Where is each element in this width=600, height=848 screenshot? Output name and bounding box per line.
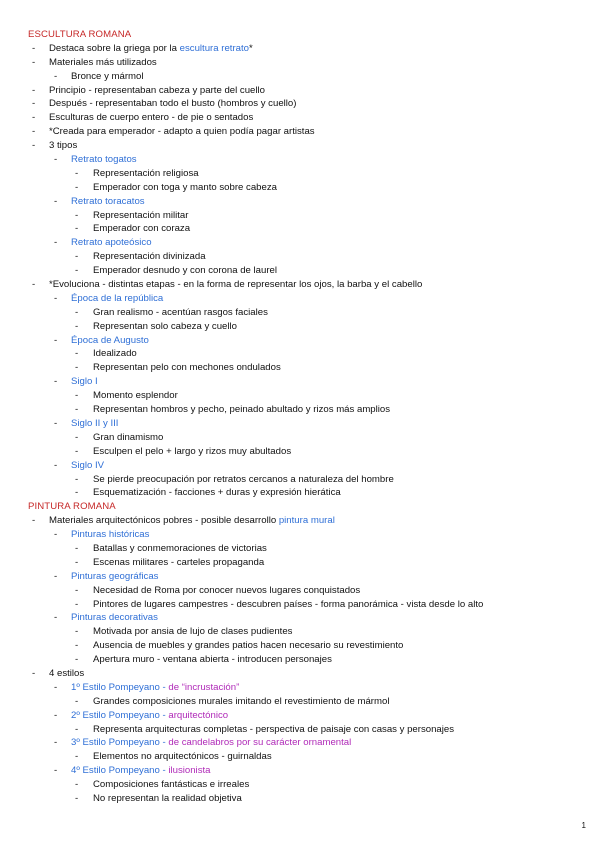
- list-item-level-2: [0, 320, 600, 334]
- bullet-dash: -: [32, 140, 36, 152]
- bullet-dash: -: [54, 334, 58, 346]
- list-item-text: [93, 778, 249, 792]
- list-item-level-0: [0, 84, 600, 98]
- text-run: Representan pelo con mechones ondulados: [93, 362, 281, 374]
- list-item-text: [93, 542, 267, 556]
- highlighted-term: Pinturas decorativas: [71, 612, 158, 624]
- bullet-dash: -: [75, 473, 79, 485]
- list-item-text: [71, 195, 145, 209]
- list-item-level-2: [0, 181, 600, 195]
- list-item-text: [93, 306, 268, 320]
- list-item-level-2: [0, 361, 600, 375]
- list-item-text: [93, 584, 360, 598]
- list-item-text: [49, 278, 422, 292]
- bullet-dash: -: [75, 723, 79, 735]
- bullet-dash: -: [75, 390, 79, 402]
- bullet-dash: -: [54, 154, 58, 166]
- text-run: 3 tipos: [49, 140, 78, 152]
- list-item-text: [93, 389, 178, 403]
- list-item-level-2: [0, 653, 600, 667]
- highlighted-term: 2º Estilo Pompeyano -: [71, 709, 169, 721]
- bullet-dash: -: [32, 42, 36, 54]
- list-item-text: [93, 209, 188, 223]
- list-item-text: [49, 667, 84, 681]
- text-run: Batallas y conmemoraciones de victorias: [93, 542, 267, 554]
- list-item-level-2: [0, 625, 600, 639]
- highlighted-term: Siglo IV: [71, 459, 105, 471]
- highlighted-term: 4º Estilo Pompeyano -: [71, 765, 169, 777]
- list-item-level-2: [0, 598, 600, 612]
- list-item-level-0: [0, 97, 600, 111]
- list-item-text: [71, 681, 239, 695]
- text-run: Idealizado: [93, 348, 137, 360]
- list-item-text: [71, 292, 163, 306]
- list-item-text: [93, 347, 137, 361]
- page-number: 1: [581, 821, 586, 830]
- highlighted-term: Siglo I: [71, 376, 98, 388]
- text-run: Representación militar: [93, 209, 189, 221]
- list-item-text: [93, 264, 277, 278]
- list-item-level-2: [0, 542, 600, 556]
- highlighted-term: Pinturas geográficas: [71, 570, 159, 582]
- text-run: Representación religiosa: [93, 167, 199, 179]
- list-item-level-2: [0, 431, 600, 445]
- list-item-text: [93, 181, 277, 195]
- highlighted-term: Retrato apoteósico: [71, 237, 152, 249]
- list-item-level-1: [0, 736, 600, 750]
- bullet-dash: -: [75, 626, 79, 638]
- list-item-text: [71, 334, 149, 348]
- text-run: Se pierde preocupación por retratos cercanos a naturaleza del hombre: [93, 473, 394, 485]
- list-item-level-1: [0, 764, 600, 778]
- list-item-level-0: [0, 667, 600, 681]
- bullet-dash: -: [54, 529, 58, 541]
- list-item-text: [49, 111, 253, 125]
- bullet-dash: -: [75, 251, 79, 263]
- text-run: Después - representaban todo el busto (hombros y cuello): [49, 98, 297, 110]
- highlighted-term: Retrato togatos: [71, 154, 137, 166]
- bullet-dash: -: [32, 279, 36, 291]
- bullet-dash: -: [54, 612, 58, 624]
- section-heading: PINTURA ROMANA: [28, 501, 116, 513]
- list-item-text: [49, 84, 265, 98]
- bullet-dash: -: [54, 376, 58, 388]
- list-item-level-0: [0, 514, 600, 528]
- text-run: Representa arquitecturas completas - perspectiva de paisaje con casas y personajes: [93, 723, 455, 735]
- list-item-level-2: [0, 250, 600, 264]
- list-item-text: [71, 764, 211, 778]
- list-item-level-2: [0, 222, 600, 236]
- list-item-level-2: [0, 445, 600, 459]
- list-item-level-1: [0, 334, 600, 348]
- bullet-dash: -: [54, 681, 58, 693]
- text-run: Esculpen el pelo + largo y rizos muy abultados: [93, 445, 292, 457]
- bullet-dash: -: [75, 584, 79, 596]
- text-run: Pintores de lugares campestres - descubren países - forma panorámica - vista desde lo alto: [93, 598, 484, 610]
- bullet-dash: -: [32, 112, 36, 124]
- list-item-text: [71, 236, 152, 250]
- bullet-dash: -: [75, 792, 79, 804]
- list-item-text: [71, 570, 158, 584]
- text-run: Momento esplendor: [93, 390, 178, 402]
- list-item-text: [49, 139, 77, 153]
- list-item-level-2: [0, 584, 600, 598]
- list-item-level-2: [0, 792, 600, 806]
- list-item-text: [71, 528, 149, 542]
- text-run: No representan la realidad objetiva: [93, 792, 242, 804]
- list-item-text: [71, 417, 118, 431]
- list-item-level-2: [0, 264, 600, 278]
- text-run: Composiciones fantásticas e irreales: [93, 779, 250, 791]
- list-item-text: [93, 486, 341, 500]
- text-run: *: [248, 42, 253, 54]
- bullet-dash: -: [54, 70, 58, 82]
- text-run: Elementos no arquitectónicos - guirnaldas: [93, 751, 272, 763]
- list-item-level-0: [0, 42, 600, 56]
- text-run: Motivada por ansia de lujo de clases pudientes: [93, 626, 293, 638]
- bullet-dash: -: [75, 751, 79, 763]
- bullet-dash: -: [75, 223, 79, 235]
- bullet-dash: -: [75, 598, 79, 610]
- list-item-level-2: [0, 403, 600, 417]
- highlighted-term: Época de la república: [71, 292, 164, 304]
- list-item-text: [93, 403, 390, 417]
- list-item-text: [93, 750, 272, 764]
- bullet-dash: -: [54, 570, 58, 582]
- list-item-level-1: [0, 570, 600, 584]
- bullet-dash: -: [75, 654, 79, 666]
- highlighted-term: Pinturas históricas: [71, 529, 150, 541]
- bullet-dash: -: [32, 126, 36, 138]
- highlighted-term: escultura retrato: [179, 42, 249, 54]
- list-item-level-1: [0, 709, 600, 723]
- bullet-dash: -: [75, 556, 79, 568]
- bullet-dash: -: [54, 737, 58, 749]
- list-item-level-1: [0, 681, 600, 695]
- bullet-dash: -: [54, 459, 58, 471]
- bullet-dash: -: [75, 167, 79, 179]
- document-body: [0, 28, 600, 806]
- list-item-level-2: [0, 639, 600, 653]
- list-item-level-1: [0, 528, 600, 542]
- list-item-text: [93, 639, 403, 653]
- text-run: Destaca sobre la griega por la: [49, 42, 180, 54]
- text-run: Escenas militares - carteles propaganda: [93, 556, 265, 568]
- bullet-dash: -: [54, 237, 58, 249]
- text-run: Gran realismo - acentúan rasgos faciales: [93, 306, 268, 318]
- list-item-text: [49, 514, 335, 528]
- list-item-text: [71, 70, 144, 84]
- list-item-level-2: [0, 167, 600, 181]
- bullet-dash: -: [54, 292, 58, 304]
- highlighted-term: 3º Estilo Pompeyano -: [71, 737, 169, 749]
- list-item-text: [93, 320, 237, 334]
- list-item-text: [93, 792, 242, 806]
- bullet-dash: -: [75, 779, 79, 791]
- text-run: Emperador desnudo y con corona de laurel: [93, 265, 277, 277]
- text-run: Ausencia de muebles y grandes patios hacen necesario su revestimiento: [93, 640, 404, 652]
- highlighted-term: arquitectónico: [168, 709, 229, 721]
- text-run: Materiales más utilizados: [49, 56, 157, 68]
- text-run: Esculturas de cuerpo entero - de pie o sentados: [49, 112, 254, 124]
- list-item-level-2: [0, 723, 600, 737]
- bullet-dash: -: [75, 209, 79, 221]
- highlighted-term: 1º Estilo Pompeyano -: [71, 681, 169, 693]
- bullet-dash: -: [32, 667, 36, 679]
- list-item-level-0: [0, 139, 600, 153]
- list-item-text: [71, 153, 137, 167]
- list-item-level-1: [0, 375, 600, 389]
- highlighted-term: ilusionista: [168, 765, 211, 777]
- text-run: Necesidad de Roma por conocer nuevos lugares conquistados: [93, 584, 361, 596]
- list-item-text: [71, 375, 98, 389]
- list-item-level-1: [0, 459, 600, 473]
- text-run: Principio - representaban cabeza y parte del cuello: [49, 84, 265, 96]
- list-item-level-1: [0, 70, 600, 84]
- list-item-level-2: [0, 750, 600, 764]
- text-run: Representación divinizada: [93, 251, 206, 263]
- list-item-level-2: [0, 473, 600, 487]
- text-run: Representan solo cabeza y cuello: [93, 320, 237, 332]
- list-item-level-1: [0, 236, 600, 250]
- text-run: *Creada para emperador - adapto a quien podía pagar artistas: [49, 126, 315, 138]
- list-item-text: [49, 125, 315, 139]
- list-item-text: [93, 250, 206, 264]
- list-item-level-1: [0, 292, 600, 306]
- bullet-dash: -: [54, 417, 58, 429]
- list-item-text: [49, 56, 157, 70]
- bullet-dash: -: [75, 348, 79, 360]
- highlighted-term: Siglo II y III: [71, 417, 119, 429]
- list-item-text: [49, 42, 253, 56]
- list-item-level-1: [0, 153, 600, 167]
- list-item-text: [93, 167, 199, 181]
- list-item-text: [93, 222, 190, 236]
- list-item-level-0: [0, 111, 600, 125]
- text-run: Representan hombros y pecho, peinado abultado y rizos más amplios: [93, 404, 391, 416]
- list-item-level-0: [0, 56, 600, 70]
- bullet-dash: -: [75, 431, 79, 443]
- list-item-level-2: [0, 486, 600, 500]
- bullet-dash: -: [75, 362, 79, 374]
- highlighted-term: Retrato toracatos: [71, 195, 145, 207]
- list-item-level-2: [0, 306, 600, 320]
- highlighted-term: de “incrustación”: [168, 681, 240, 693]
- bullet-dash: -: [75, 695, 79, 707]
- list-item-text: [93, 556, 264, 570]
- section-heading: ESCULTURA ROMANA: [28, 29, 132, 40]
- list-item-text: [93, 723, 454, 737]
- list-item-level-0: [0, 278, 600, 292]
- list-item-text: [93, 361, 281, 375]
- bullet-dash: -: [75, 445, 79, 457]
- highlighted-term: Época de Augusto: [71, 334, 149, 346]
- bullet-dash: -: [32, 515, 36, 527]
- bullet-dash: -: [75, 487, 79, 499]
- text-run: Gran dinamismo: [93, 431, 164, 443]
- bullet-dash: -: [75, 404, 79, 416]
- bullet-dash: -: [75, 320, 79, 332]
- bullet-dash: -: [75, 640, 79, 652]
- list-item-level-1: [0, 195, 600, 209]
- highlighted-term: de candelabros por su carácter ornamental: [168, 737, 352, 749]
- bullet-dash: -: [75, 306, 79, 318]
- list-item-text: [71, 736, 351, 750]
- list-item-level-2: [0, 209, 600, 223]
- bullet-dash: -: [32, 98, 36, 110]
- bullet-dash: -: [75, 181, 79, 193]
- list-item-text: [71, 459, 104, 473]
- list-item-level-2: [0, 347, 600, 361]
- text-run: Bronce y mármol: [71, 70, 144, 82]
- list-item-text: [93, 695, 389, 709]
- text-run: Grandes composiciones murales imitando el revestimiento de mármol: [93, 695, 390, 707]
- list-item-text: [93, 653, 332, 667]
- text-run: Emperador con toga y manto sobre cabeza: [93, 181, 277, 193]
- list-item-level-2: [0, 695, 600, 709]
- bullet-dash: -: [32, 84, 36, 96]
- text-run: *Evoluciona - distintas etapas - en la forma de representar los ojos, la barba y el cabello: [49, 279, 423, 291]
- bullet-dash: -: [75, 265, 79, 277]
- text-run: 4 estilos: [49, 667, 85, 679]
- text-run: Esquematización - facciones + duras y expresión hierática: [93, 487, 341, 499]
- bullet-dash: -: [54, 709, 58, 721]
- list-item-level-2: [0, 556, 600, 570]
- list-item-text: [71, 611, 158, 625]
- text-run: Materiales arquitectónicos pobres - posible desarrollo: [49, 515, 279, 527]
- list-item-level-1: [0, 611, 600, 625]
- list-item-level-2: [0, 778, 600, 792]
- list-item-level-1: [0, 417, 600, 431]
- list-item-text: [49, 97, 296, 111]
- list-item-text: [93, 445, 291, 459]
- list-item-text: [93, 625, 292, 639]
- list-item-text: [93, 431, 163, 445]
- highlighted-term: pintura mural: [278, 515, 335, 527]
- bullet-dash: -: [32, 56, 36, 68]
- list-item-text: [71, 709, 228, 723]
- text-run: Emperador con coraza: [93, 223, 191, 235]
- list-item-text: [93, 473, 394, 487]
- list-item-level-0: [0, 125, 600, 139]
- bullet-dash: -: [54, 765, 58, 777]
- text-run: Apertura muro - ventana abierta - introducen personajes: [93, 654, 332, 666]
- bullet-dash: -: [54, 195, 58, 207]
- list-item-text: [93, 598, 483, 612]
- bullet-dash: -: [75, 542, 79, 554]
- list-item-level-2: [0, 389, 600, 403]
